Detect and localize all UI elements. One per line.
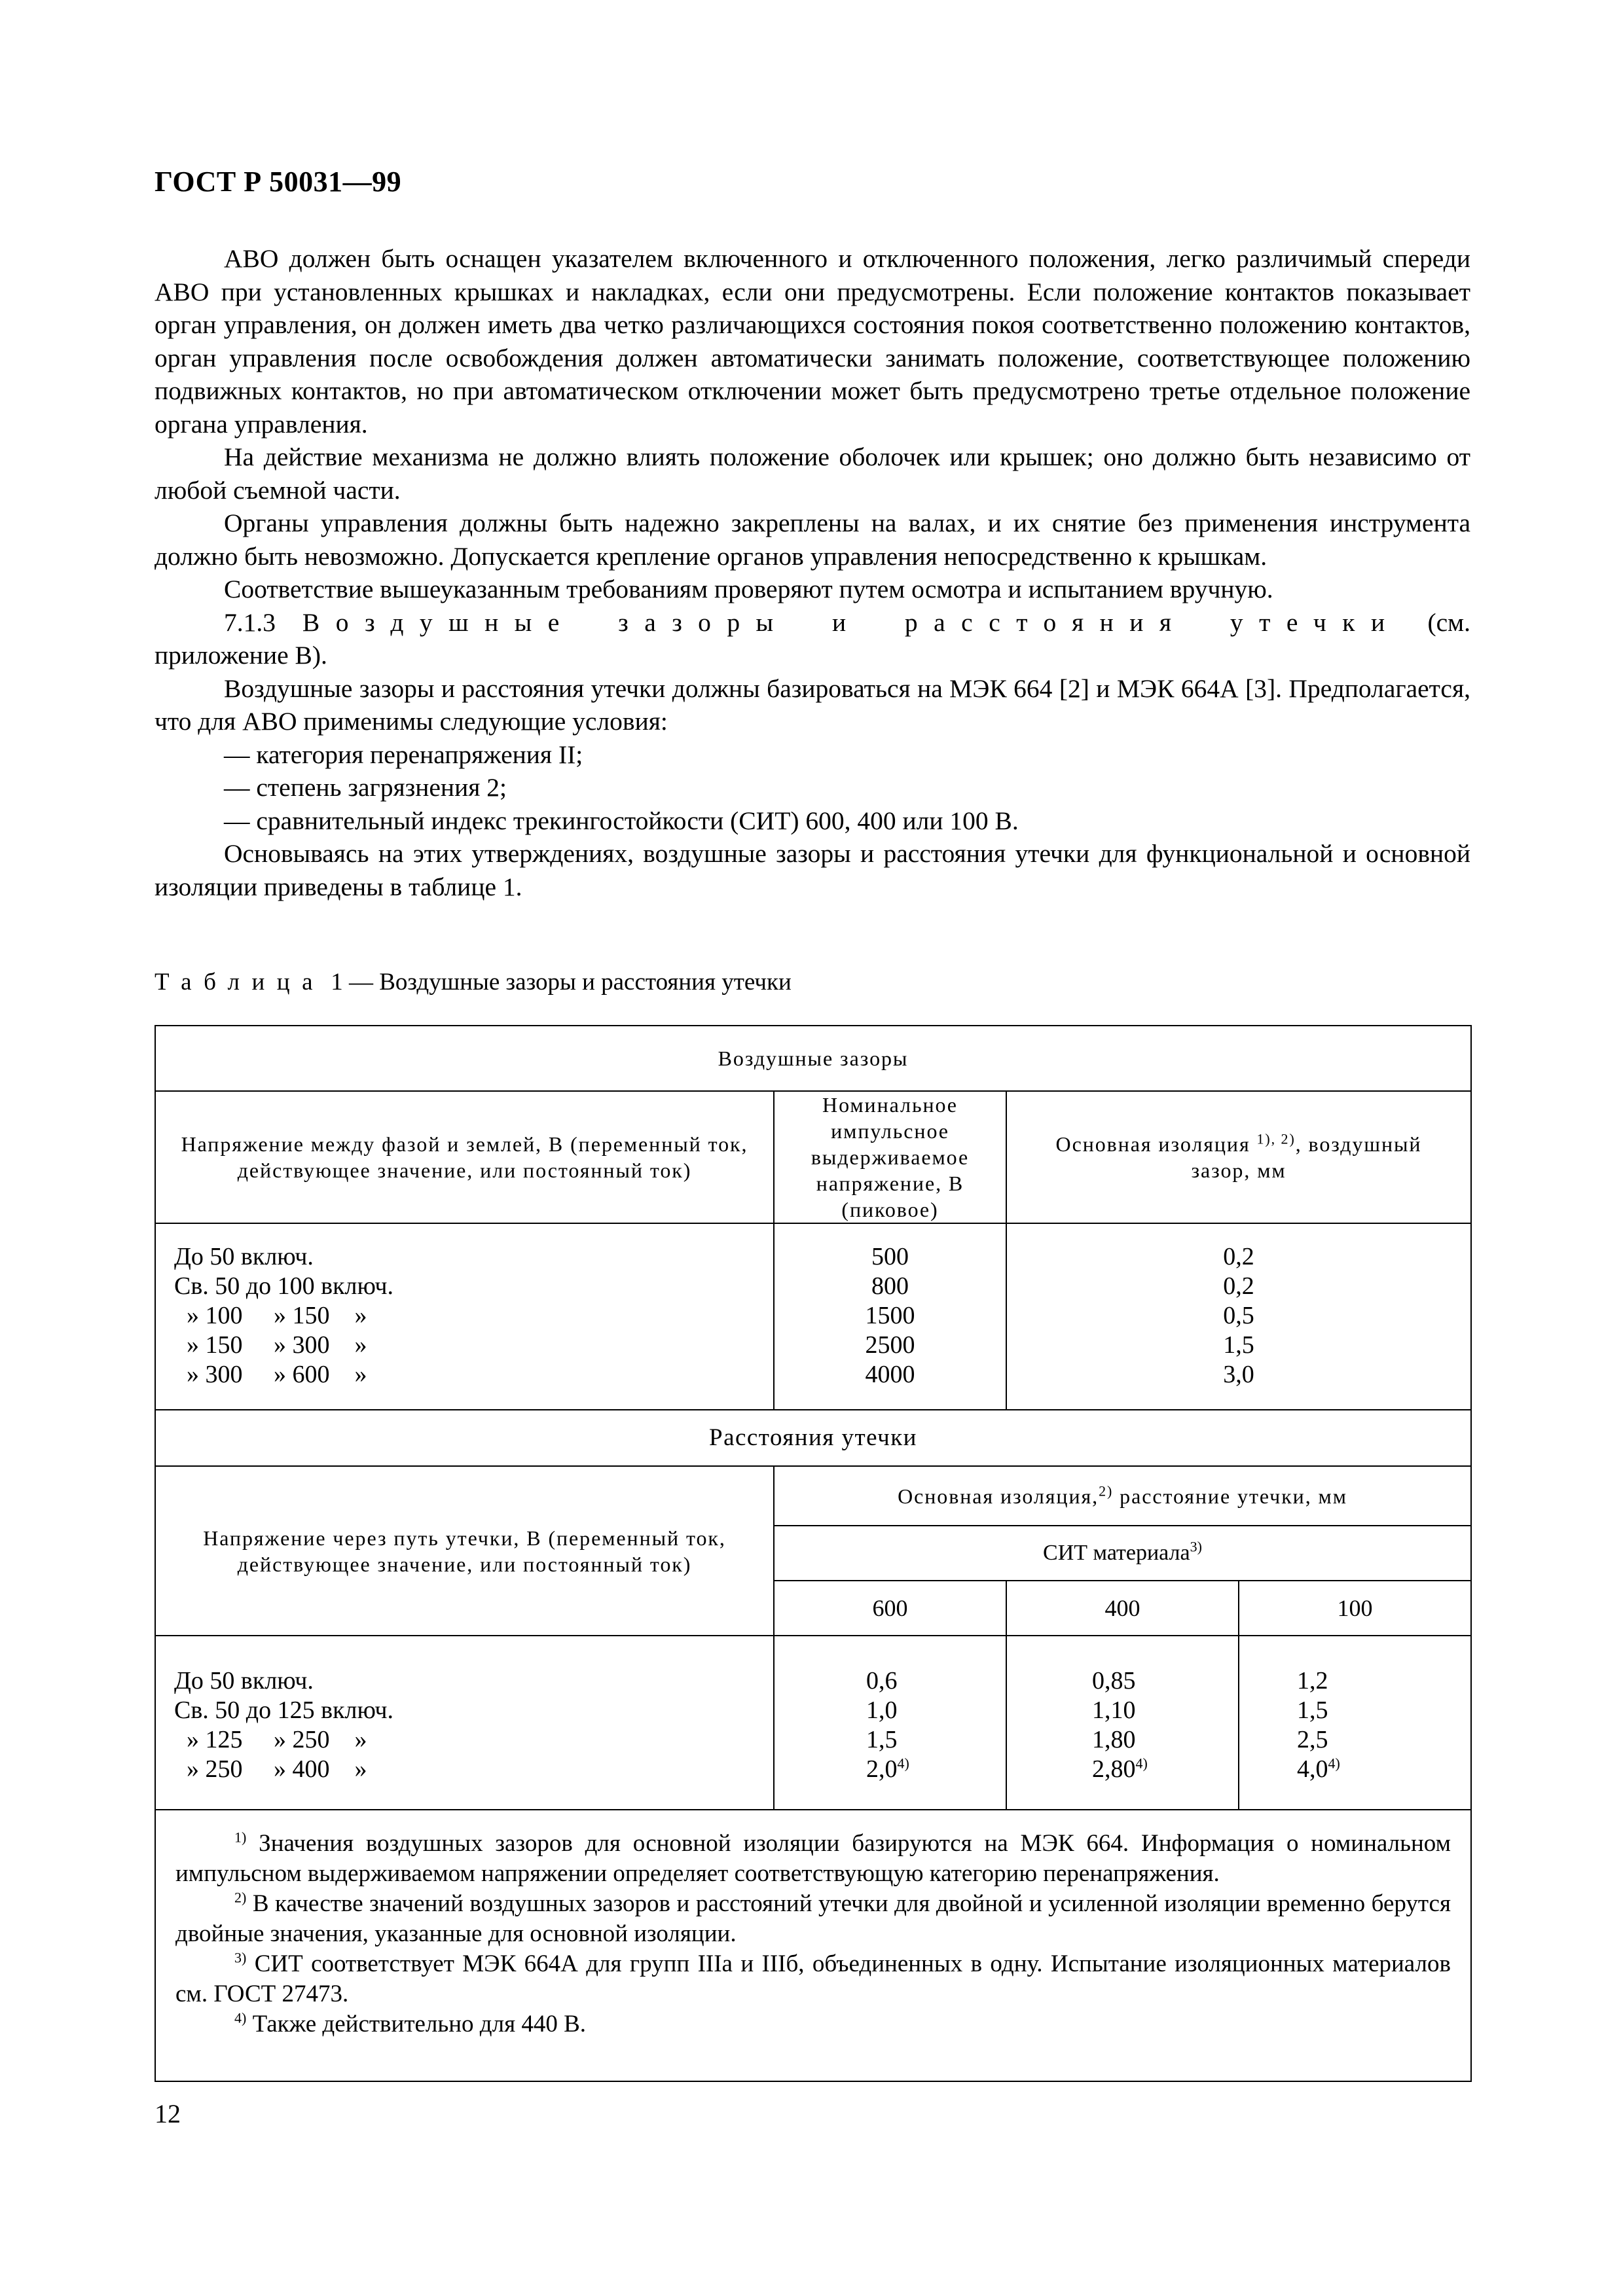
footnote: $^{1)}$ Значения воздушных зазоров для основной изоляции базируются на МЭК 664. Информация о номинальном импульсном выдерживаемом напряжении определяет соответствующую категорию перенапряжения. — [175, 1829, 1451, 1887]
clearance-voltage-header: Напряжение между фазой и землей, В (переменный ток, действующее значение, или постоянный ток) — [155, 1091, 774, 1223]
footnote: $^{2)}$ В качестве значений воздушных зазоров и расстояний утечки для двойной и усиленной изоляции временно берутся двойные значения, указанные для основной изоляции. — [175, 1889, 1451, 1947]
cti-600-cell: 0,6 1,0 1,5 2,0$^{4)}$ — [774, 1636, 1006, 1810]
clearance-voltage-cell — [155, 1223, 774, 1410]
section-number: 7.1.3 — [224, 607, 276, 637]
page-number: 12 — [155, 2099, 181, 2128]
section-ref: (см. приложение В). — [155, 607, 1471, 670]
creepage-voltage-header: Напряжение через путь утечки, В (переменный ток, действующее значение, или постоянный ток) — [155, 1466, 774, 1636]
clearance-mm-header: Основная изоляция $^{1), 2)}$, воздушный зазор, мм — [1006, 1091, 1471, 1223]
voltage-range: » 150 » 300 » — [174, 1331, 367, 1359]
footnote: $^{3)}$ СИТ соответствует МЭК 664А для групп IIIа и IIIб, объединенных в одну. Испытание изоляционных материалов см. ГОСТ 27473. — [175, 1949, 1451, 2007]
section-heading — [155, 606, 1470, 672]
voltage-range: Св. 50 до 125 включ. — [174, 1696, 394, 1724]
voltage-range: » 125 » 250 » — [174, 1726, 367, 1753]
voltage-range: До 50 включ. — [174, 1667, 314, 1695]
clearance-section-title: Воздушные зазоры — [155, 1026, 1471, 1091]
cti-100-header: 100 — [1239, 1581, 1471, 1636]
cti-header: СИТ материала$^{3)}$ — [774, 1526, 1471, 1581]
paragraph: Органы управления должны быть надежно закреплены на валах, и их снятие без применения инструмента должно быть невозможно. Допускается крепление органов управления непосредственно к крышкам. — [155, 509, 1470, 571]
cti-400-cell: 0,85 1,10 1,80 2,80$^{4)}$ — [1006, 1636, 1239, 1810]
voltage-range: Св. 50 до 100 включ. — [174, 1272, 394, 1300]
cti-600-header: 600 — [774, 1581, 1006, 1636]
table-footnotes — [155, 1810, 1471, 2081]
clearance-creepage-table — [155, 1025, 1472, 2082]
voltage-range: » 100 » 150 » — [174, 1302, 367, 1329]
creepage-section-title: Расстояния утечки — [155, 1410, 1471, 1466]
table-caption — [155, 967, 792, 997]
condition-item: — степень загрязнения 2; — [224, 773, 507, 802]
body-text — [155, 242, 1470, 903]
voltage-range: » 250 » 400 » — [174, 1755, 367, 1783]
creepage-basic-header: Основная изоляция,$^{2)}$ расстояние утечки, мм — [774, 1466, 1471, 1526]
voltage-range: До 50 включ. — [174, 1243, 314, 1270]
caption-word: Таблица — [155, 969, 325, 996]
cti-100-cell: 1,2 1,5 2,5 4,0$^{4)}$ — [1239, 1636, 1471, 1810]
caption-text: 1 — Воздушные зазоры и расстояния утечки — [331, 969, 792, 996]
paragraph: Воздушные зазоры и расстояния утечки должны базироваться на МЭК 664 [2] и МЭК 664А [3]. Предполагается, что для АВО применимы следующие условия: — [155, 673, 1470, 736]
voltage-range: » 300 » 600 » — [174, 1361, 367, 1388]
condition-item: — категория перенапряжения II; — [224, 740, 583, 769]
footnote: $^{4)}$ Также действительно для 440 В. — [234, 2009, 587, 2037]
paragraph: Основываясь на этих утверждениях, воздушные зазоры и расстояния утечки для функциональной и основной изоляции приведены в таблице 1. — [155, 839, 1470, 901]
creepage-voltage-cell — [155, 1636, 774, 1810]
condition-item: — сравнительный индекс трекингостойкости (СИТ) 600, 400 или 100 В. — [224, 806, 1019, 835]
impulse-voltage-header: Номинальное импульсное выдерживаемое напряжение, В (пиковое) — [774, 1091, 1006, 1223]
cti-400-header: 400 — [1006, 1581, 1239, 1636]
document-header: ГОСТ Р 50031—99 — [155, 166, 402, 198]
paragraph: Соответствие вышеуказанным требованиям проверяют путем осмотра и испытанием вручную. — [224, 575, 1273, 603]
clearance-mm-cell: 0,2 0,2 0,5 1,5 3,0 — [1006, 1223, 1471, 1410]
section-title: Воздушные зазоры и расстояния утечки — [302, 607, 1401, 637]
paragraph: АВО должен быть оснащен указателем включенного и отключенного положения, легко различимый спереди АВО при установленных крышках и накладках, если они предусмотрены. Если положение контактов показывает орган управления, он должен иметь два четко различающихся состояния покоя соответственно положению контактов, орган управления после освобождения должен автоматически занимать положение, соответствующее положению подвижных контактов, но при автоматическом отключении может быть предусмотрено третье отдельное положение органа управления. — [155, 244, 1470, 439]
impulse-voltage-cell: 500 800 1500 2500 4000 — [774, 1223, 1006, 1410]
paragraph: На действие механизма не должно влиять положение оболочек или крышек; оно должно быть независимо от любой съемной части. — [155, 442, 1470, 505]
